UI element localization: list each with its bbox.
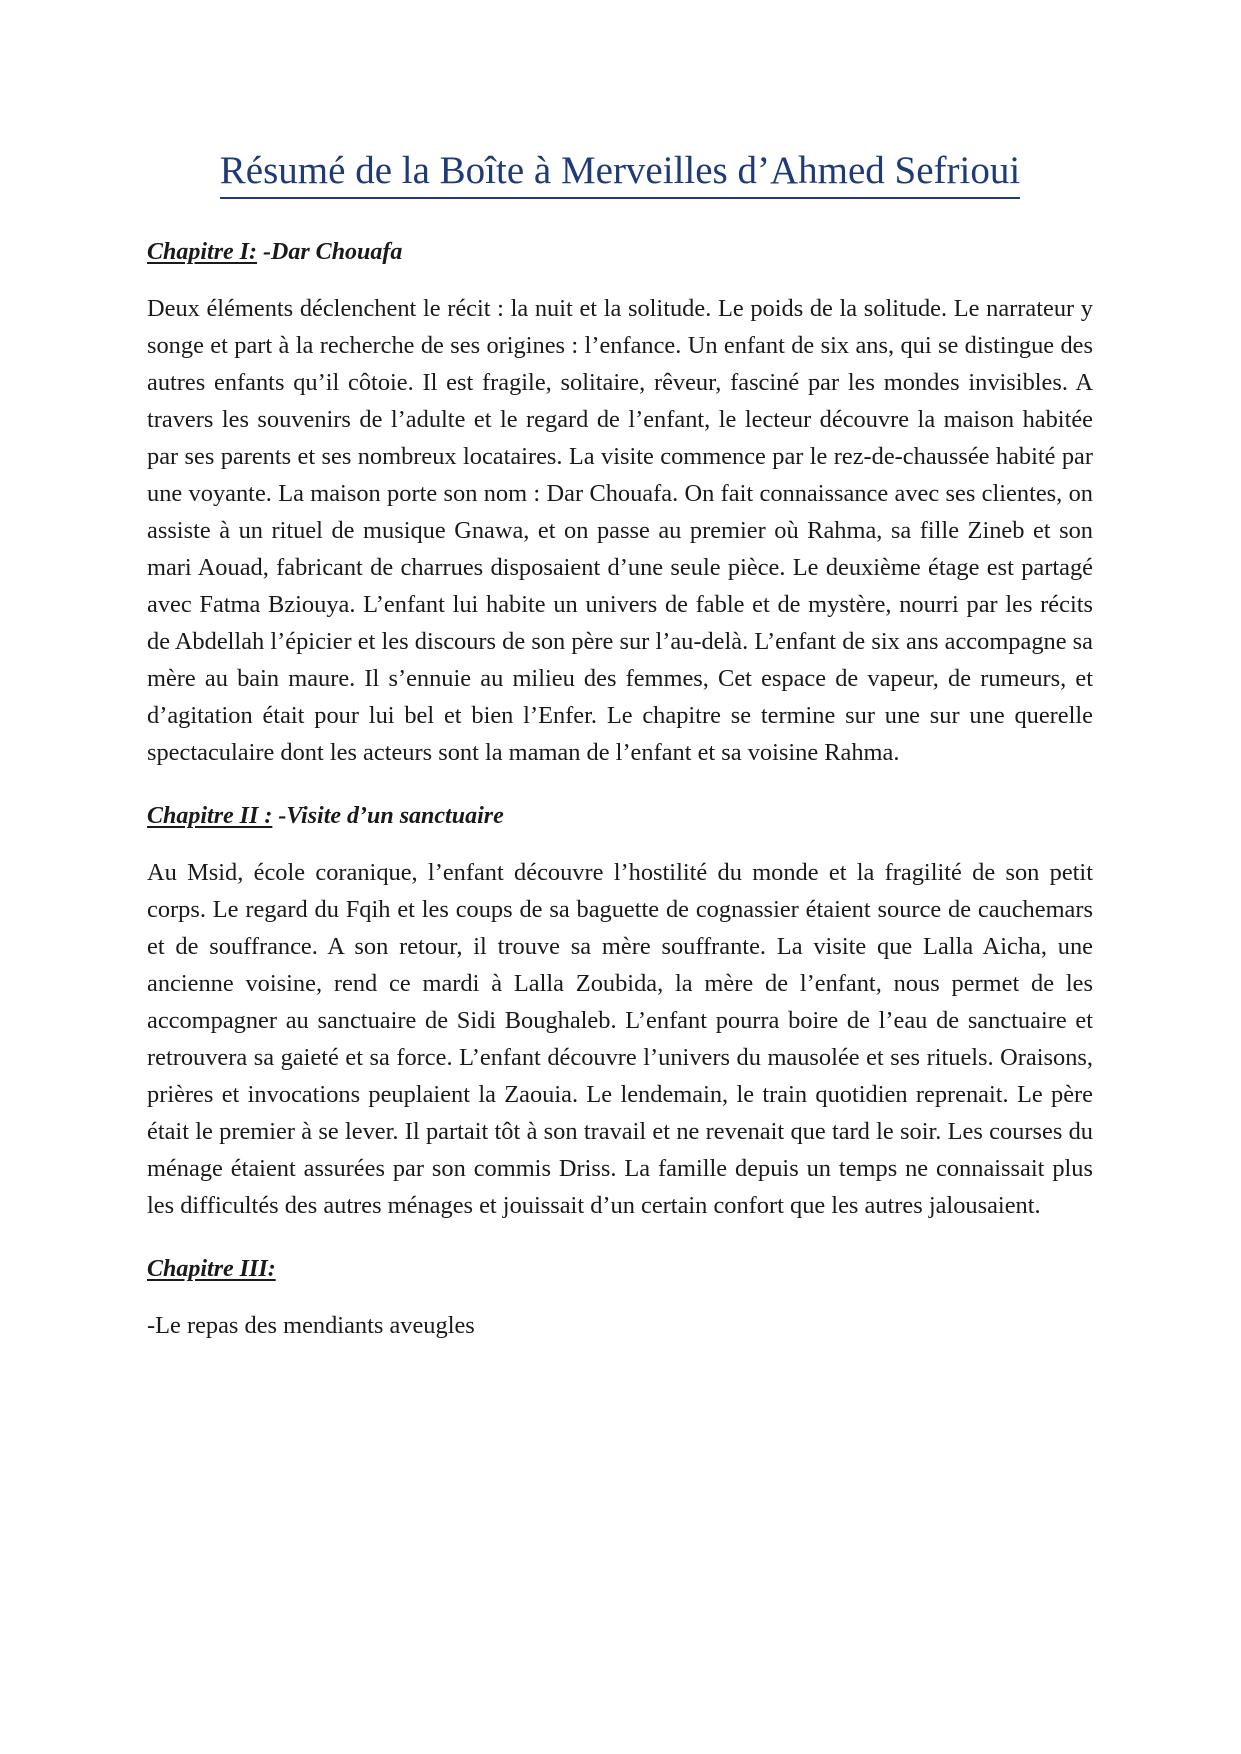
page-title-text: Résumé de la Boîte à Merveilles d’Ahmed Sefrioui — [220, 148, 1020, 199]
chapter-subtitle: -Visite d’un sanctuaire — [272, 802, 504, 829]
chapter-heading — [147, 237, 1093, 268]
chapter-label: Chapitre II : — [147, 802, 273, 829]
chapter-paragraph: -Le repas des mendiants aveugles — [147, 1312, 475, 1340]
page-title — [147, 148, 1093, 199]
chapter-1 — [147, 237, 1093, 771]
chapter-label: Chapitre III: — [147, 1256, 276, 1283]
chapter-paragraph: Au Msid, école coranique, l’enfant découvre l’hostilité du monde et la fragilité de son petit corps. Le regard du Fqih et les coups de sa baguette de cognassier étaient source de cauchemars et de souffrance. A son retour, il trouve sa mère souffrante. La visite que Lalla Aicha, une ancienne voisine, rend ce mardi à Lalla Zoubida, la mère de l’enfant, nous permet de les accompagner au sanctuaire de Sidi Boughaleb. L’enfant pourra boire de l’eau de sanctuaire et retrouvera sa gaieté et sa force. L’enfant découvre l’univers du mausolée et ses rituels. Oraisons, prières et invocations peuplaient la Zaouia. Le lendemain, le train quotidien reprenait. Le père était le premier à se lever. Il partait tôt à son travail et ne revenait que tard le soir. Les courses du ménage étaient assurées par son commis Driss. La famille depuis un temps ne connaissait plus les difficultés des autres ménages et jouissait d’un certain confort que les autres jalousaient. — [147, 859, 1093, 1220]
chapter-3 — [147, 1254, 1093, 1344]
document-page — [147, 148, 1093, 1344]
chapter-label: Chapitre I: — [147, 238, 258, 265]
chapter-heading — [147, 801, 1093, 832]
chapter-heading — [147, 1254, 1093, 1285]
chapter-paragraph: Deux éléments déclenchent le récit : la nuit et la solitude. Le poids de la solitude. Le narrateur y songe et part à la recherche de ses origines : l’enfance. Un enfant de six ans, qui se distingue des autres enfants qu’il côtoie. Il est fragile, solitaire, rêveur, fasciné par les mondes invisibles. A travers les souvenirs de l’adulte et le regard de l’enfant, le lecteur découvre la maison habitée par ses parents et ses nombreux locataires. La visite commence par le rez-de-chaussée habité par une voyante. La maison porte son nom : Dar Chouafa. On fait connaissance avec ses clientes, on assiste à un rituel de musique Gnawa, et on passe au premier où Rahma, sa fille Zineb et son mari Aouad, fabricant de charrues disposaient d’une seule pièce. Le deuxième étage est partagé avec Fatma Bziouya. L’enfant lui habite un univers de fable et de mystère, nourri par les récits de Abdellah l’épicier et les discours de son père sur l’au-delà. L’enfant de six ans accompagne sa mère au bain maure. Il s’ennuie au milieu des femmes, Cet espace de vapeur, de rumeurs, et d’agitation était pour lui bel et bien l’Enfer. Le chapitre se termine sur une sur une querelle spectaculaire dont les acteurs sont la maman de l’enfant et sa voisine Rahma. — [147, 294, 1093, 766]
chapter-2 — [147, 801, 1093, 1224]
chapter-subtitle: -Dar Chouafa — [257, 238, 403, 265]
